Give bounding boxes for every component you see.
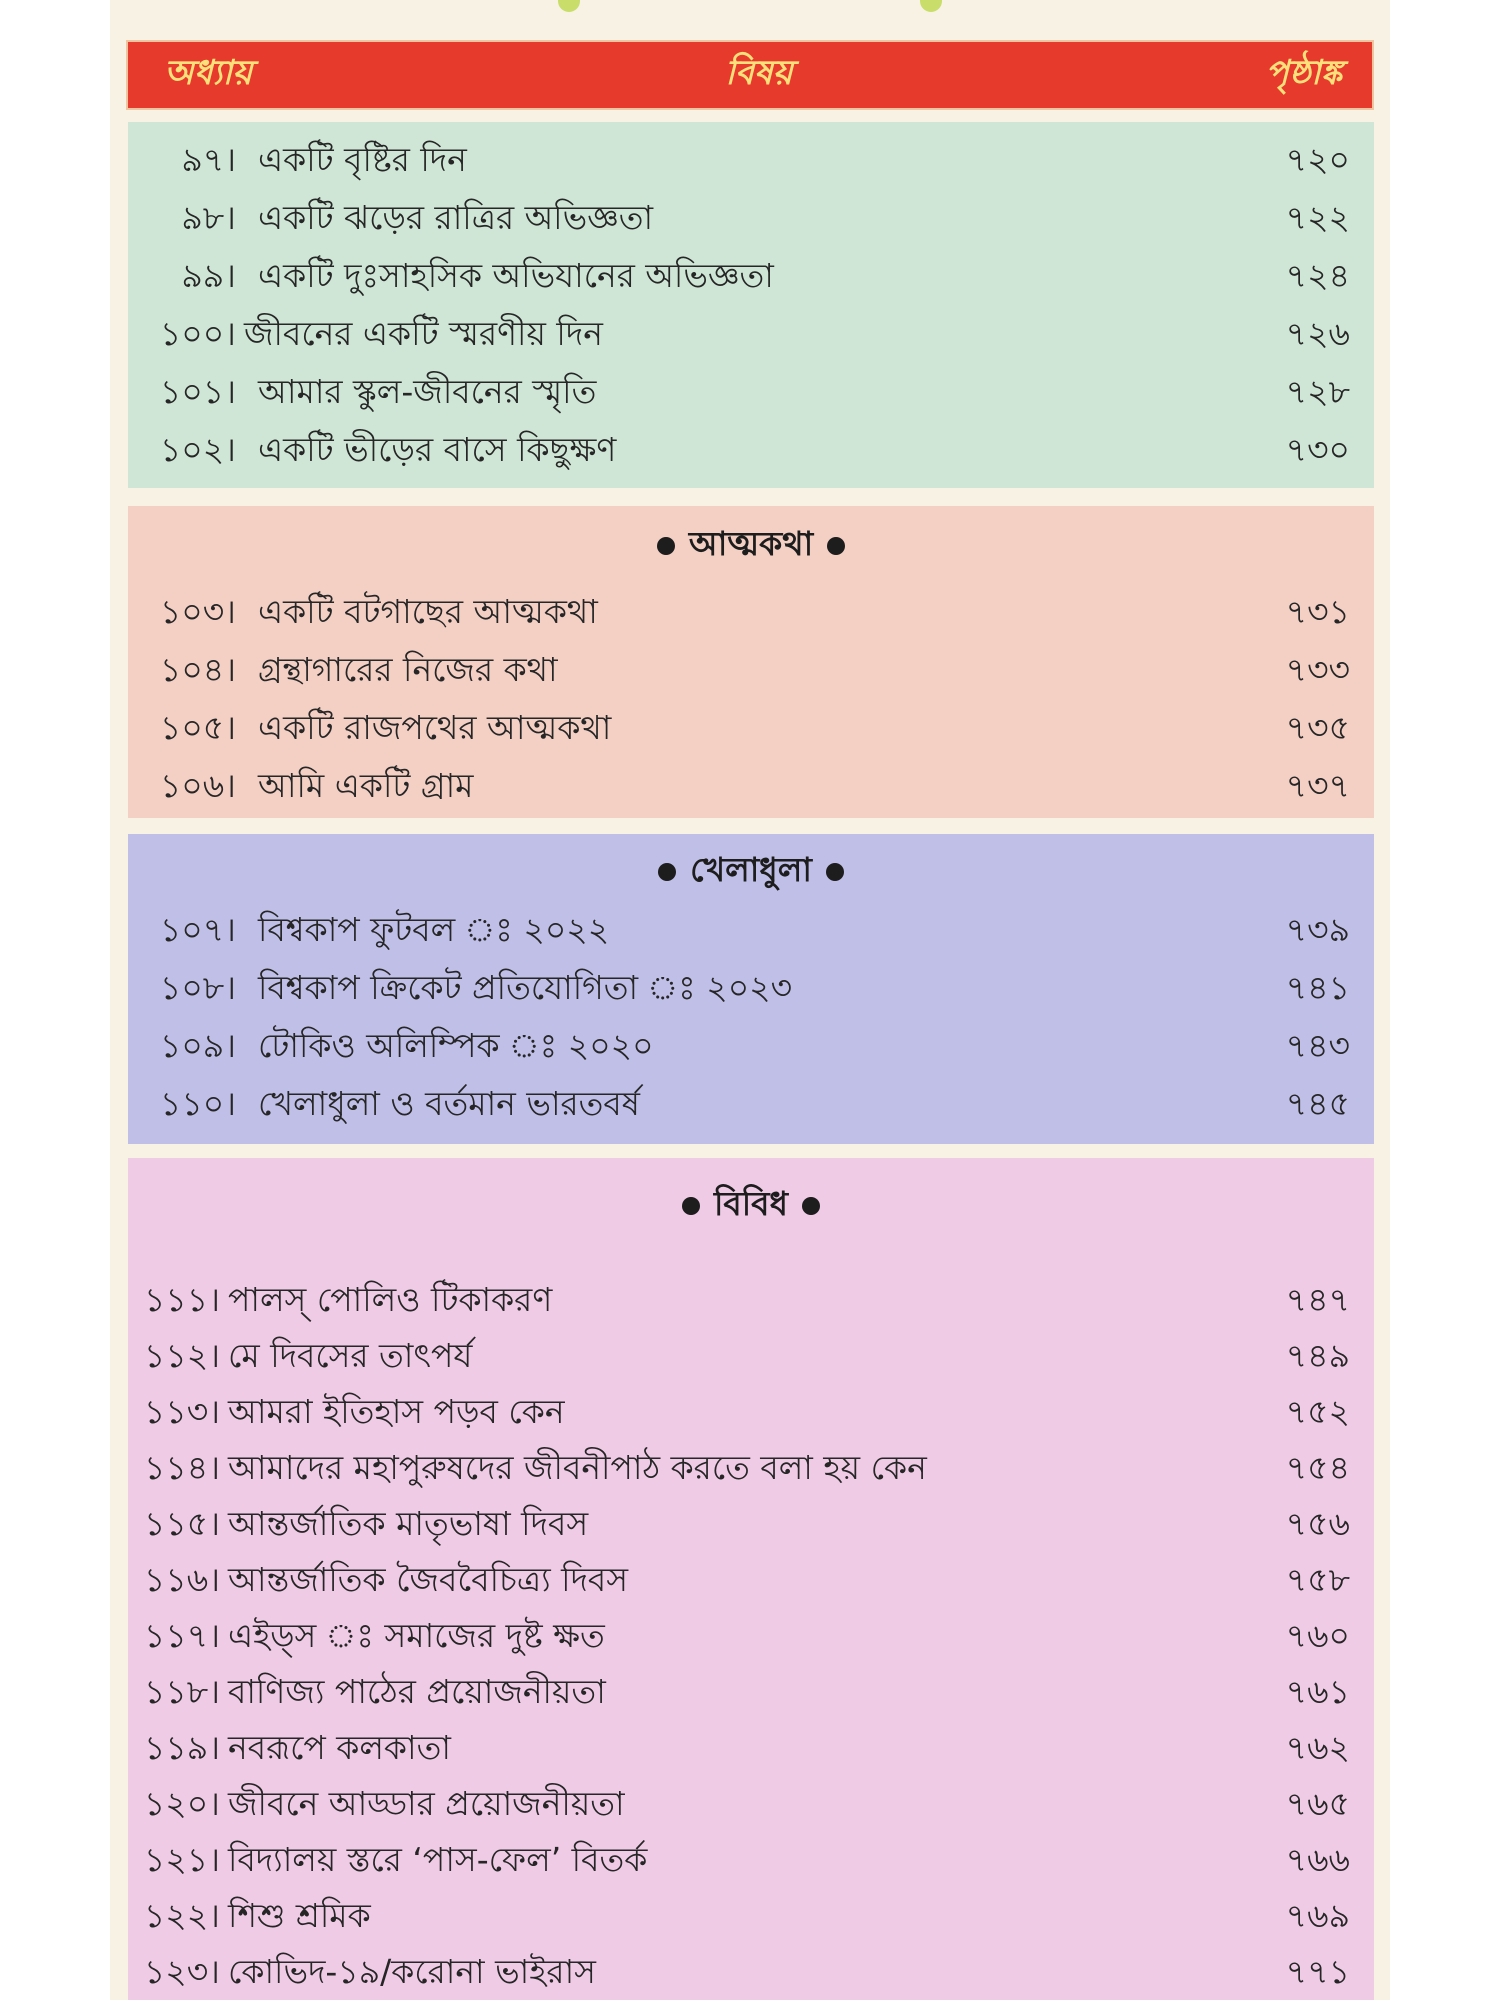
chapter-number: ১২০। (143, 1784, 220, 1823)
chapter-title: বিদ্যালয় স্তরে ‘পাস-ফেল’ বিতর্ক (228, 1840, 648, 1879)
chapter-number: ১১৩। (143, 1392, 220, 1431)
chapter-number: ১১৯। (143, 1728, 220, 1767)
section-heading (128, 518, 1374, 574)
chapter-title: জীবনের একটি স্মরণীয় দিন (244, 314, 603, 353)
chapter-number: ১১৪। (143, 1448, 220, 1487)
chapter-title: খেলাধুলা ও বর্তমান ভারতবর্ষ (258, 1084, 640, 1123)
page-number: ৭৪৭ (1285, 1280, 1350, 1319)
chapter-title: জীবনে আড্ডার প্রয়োজনীয়তা (228, 1784, 625, 1823)
chapter-title: একটি বৃষ্টির দিন (258, 140, 467, 179)
chapter-number: ১২৩। (143, 1952, 220, 1991)
toc-row[interactable] (128, 1882, 1374, 1940)
toc-row[interactable] (128, 1602, 1374, 1660)
chapter-title: আমি একটি গ্রাম (258, 766, 474, 805)
chapter-number: ১০৭। (159, 910, 236, 949)
toc-row[interactable] (128, 752, 1374, 810)
page-number: ৭৩৭ (1285, 766, 1350, 805)
chapter-title: মে দিবসের তাৎপর্য (228, 1336, 473, 1375)
chapter-number: ১১৫। (143, 1504, 220, 1543)
chapter-number: ১০৫। (159, 708, 236, 747)
toc-row[interactable] (128, 954, 1374, 1012)
page-number: ৭২৬ (1285, 314, 1350, 353)
chapter-title: একটি ভীড়ের বাসে কিছুক্ষণ (258, 430, 617, 469)
toc-row[interactable] (128, 1658, 1374, 1716)
toc-row[interactable] (128, 896, 1374, 954)
chapter-title: আমাদের মহাপুরুষদের জীবনীপাঠ করতে বলা হয় কেন (228, 1448, 927, 1487)
chapter-number: ১০০। (159, 314, 236, 353)
chapter-title: বাণিজ্য পাঠের প্রয়োজনীয়তা (228, 1672, 606, 1711)
toc-row[interactable] (128, 1546, 1374, 1604)
chapter-number: ১০৯। (159, 1026, 236, 1065)
section-panel-4 (128, 1158, 1374, 2000)
chapter-number: ৯৯। (181, 256, 236, 295)
toc-row[interactable] (128, 578, 1374, 636)
bullet-icon (827, 537, 845, 555)
toc-row[interactable] (128, 1012, 1374, 1070)
page-number: ৭৬১ (1285, 1672, 1350, 1711)
page-number: ৭৪৫ (1285, 1084, 1350, 1123)
header-subject: বিষয় (725, 52, 793, 93)
chapter-number: ১০৪। (159, 650, 236, 689)
chapter-number: ১১০। (159, 1084, 236, 1123)
page-number: ৭৬০ (1285, 1616, 1350, 1655)
chapter-title: আন্তর্জাতিক মাতৃভাষা দিবস (228, 1504, 589, 1543)
chapter-number: ১২১। (143, 1840, 220, 1879)
toc-row[interactable] (128, 300, 1374, 358)
toc-row[interactable] (128, 416, 1374, 474)
chapter-title: আমার স্কুল-জীবনের স্মৃতি (258, 372, 597, 411)
chapter-title: পালস্ পোলিও টিকাকরণ (228, 1280, 553, 1319)
chapter-title: গ্রন্থাগারের নিজের কথা (258, 650, 558, 689)
page-number: ৭৪৯ (1285, 1336, 1350, 1375)
chapter-number: ১১৭। (143, 1616, 220, 1655)
chapter-title: আমরা ইতিহাস পড়ব কেন (228, 1392, 565, 1431)
toc-row[interactable] (128, 358, 1374, 416)
section-panel-2 (128, 506, 1374, 818)
chapter-title: একটি ঝড়ের রাত্রির অভিজ্ঞতা (258, 198, 654, 237)
page-number: ৭৬৯ (1285, 1896, 1350, 1935)
toc-header (126, 40, 1374, 110)
page-number: ৭২০ (1285, 140, 1350, 179)
chapter-number: ১০২। (159, 430, 236, 469)
chapter-title: কোভিদ-১৯/করোনা ভাইরাস (228, 1952, 596, 1991)
page-number: ৭৪৩ (1285, 1026, 1350, 1065)
header-page: পৃষ্ঠাঙ্ক (1265, 52, 1342, 93)
chapter-number: ৯৭। (181, 140, 236, 179)
section-panel-3 (128, 834, 1374, 1144)
page-number: ৭৬৫ (1285, 1784, 1350, 1823)
page-number: ৭৩৫ (1285, 708, 1350, 747)
section-heading-text: আত্মকথা (688, 524, 814, 563)
page-number: ৭২২ (1285, 198, 1350, 237)
chapter-number: ৯৮। (181, 198, 236, 237)
section-heading (128, 844, 1374, 900)
toc-row[interactable] (128, 1322, 1374, 1380)
chapter-number: ১১১। (143, 1280, 220, 1319)
chapter-number: ১০১। (159, 372, 236, 411)
chapter-number: ১০৩। (159, 592, 236, 631)
chapter-title: একটি দুঃসাহসিক অভিযানের অভিজ্ঞতা (258, 256, 774, 295)
page-number: ৭২৪ (1285, 256, 1350, 295)
page-number: ৭২৮ (1285, 372, 1350, 411)
bullet-icon (802, 1197, 820, 1215)
page-number: ৭৩০ (1285, 430, 1350, 469)
page-number: ৭৬৬ (1285, 1840, 1350, 1879)
chapter-title: নবরূপে কলকাতা (228, 1728, 451, 1767)
toc-row[interactable] (128, 1378, 1374, 1436)
bullet-icon (682, 1197, 700, 1215)
page-number: ৭৫৮ (1285, 1560, 1350, 1599)
chapter-number: ১০৬। (159, 766, 236, 805)
toc-row[interactable] (128, 1770, 1374, 1828)
bullet-icon (826, 863, 844, 881)
chapter-number: ১১২। (143, 1336, 220, 1375)
page-number: ৭৩১ (1285, 592, 1350, 631)
toc-row[interactable] (128, 184, 1374, 242)
toc-row[interactable] (128, 126, 1374, 184)
chapter-number: ১০৮। (159, 968, 236, 1007)
page-number: ৭৫৬ (1285, 1504, 1350, 1543)
section-heading (128, 1178, 1374, 1234)
bullet-icon (658, 863, 676, 881)
chapter-title: শিশু শ্রমিক (228, 1896, 371, 1935)
chapter-title: একটি বটগাছের আত্মকথা (258, 592, 598, 631)
chapter-number: ১২২। (143, 1896, 220, 1935)
page-number: ৭৩৯ (1285, 910, 1350, 949)
chapter-title: আন্তর্জাতিক জৈববৈচিত্র্য দিবস (228, 1560, 629, 1599)
toc-row[interactable] (128, 242, 1374, 300)
chapter-number: ১১৮। (143, 1672, 220, 1711)
toc-row[interactable] (128, 1714, 1374, 1772)
header-chapter: অধ্যায় (164, 52, 253, 93)
page-number: ৭৬২ (1285, 1728, 1350, 1767)
toc-row[interactable] (128, 694, 1374, 752)
toc-row[interactable] (128, 1434, 1374, 1492)
top-ornament (110, 0, 1390, 14)
chapter-number: ১১৬। (143, 1560, 220, 1599)
page-number: ৭৭১ (1285, 1952, 1350, 1991)
toc-row[interactable] (128, 1938, 1374, 1996)
page-number: ৭৪১ (1285, 968, 1350, 1007)
page-number: ৭৩৩ (1285, 650, 1350, 689)
page-number: ৭৫৪ (1285, 1448, 1350, 1487)
toc-row[interactable] (128, 636, 1374, 694)
chapter-title: বিশ্বকাপ ফুটবল ঃ ২০২২ (258, 910, 610, 949)
toc-row[interactable] (128, 1070, 1374, 1128)
toc-row[interactable] (128, 1490, 1374, 1548)
page-number: ৭৫২ (1285, 1392, 1350, 1431)
toc-row[interactable] (128, 1266, 1374, 1324)
section-panel-1 (128, 122, 1374, 488)
section-heading-text: খেলাধুলা (690, 850, 812, 889)
chapter-title: একটি রাজপথের আত্মকথা (258, 708, 612, 747)
bullet-icon (657, 537, 675, 555)
chapter-title: টোকিও অলিম্পিক ঃ ২০২০ (258, 1026, 654, 1065)
toc-row[interactable] (128, 1826, 1374, 1884)
chapter-title: বিশ্বকাপ ক্রিকেট প্রতিযোগিতা ঃ ২০২৩ (258, 968, 793, 1007)
chapter-title: এইড্‌স ঃ সমাজের দুষ্ট ক্ষত (228, 1616, 605, 1655)
section-heading-text: বিবিধ (713, 1184, 789, 1223)
